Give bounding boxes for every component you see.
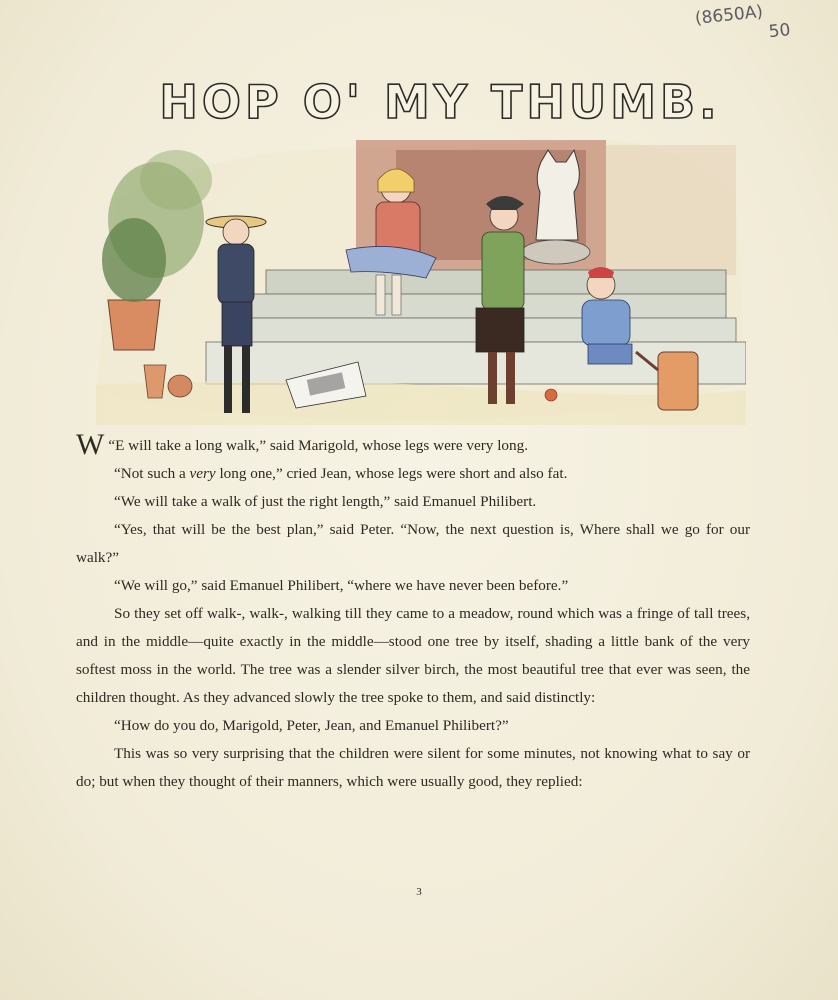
paragraph-text: “Yes, that will be the best plan,” said Peter. “Now, the next question is, Where shall we go for our walk?”: [76, 521, 750, 566]
paragraph-text: This was so very surprising that the children were silent for some minutes, not knowing what to say or do; but when they thought of their manners, which were usually good, they replied:: [76, 745, 750, 790]
handwritten-annotation: [694, 0, 792, 51]
annotation-page-count: 50: [768, 20, 792, 43]
page-number: 3: [416, 886, 422, 898]
paragraph-text: “We will take a walk of just the right length,” said Emanuel Philibert.: [114, 493, 537, 510]
chapter-title-lettering: [160, 66, 720, 146]
paragraph-text: “Not such a: [114, 465, 190, 482]
chapter-illustration: [96, 140, 746, 425]
chapter-title-text: HOP O' MY THUMB.: [160, 75, 720, 129]
paragraph: [76, 712, 750, 740]
flower-pot: [108, 300, 160, 350]
annotation-catalog-number: (8650A): [694, 1, 765, 29]
chapter-title: [160, 66, 720, 146]
paragraph-text: “We will go,” said Emanuel Philibert, “where we have never been before.”: [114, 577, 569, 594]
paragraph: [76, 740, 750, 796]
paragraph-text: E will take a long walk,” said Marigold, whose legs were very long.: [115, 437, 528, 454]
paragraph: [76, 460, 750, 488]
story-text: [76, 428, 750, 796]
watering-can: [658, 352, 698, 410]
seated-boy: [582, 300, 630, 346]
drop-cap: W: [76, 428, 105, 461]
sailor-boy: [218, 244, 254, 304]
paragraph: [76, 488, 750, 516]
ball: [545, 389, 557, 401]
paragraph: [76, 516, 750, 572]
dog-figure: [536, 150, 579, 240]
standing-boy: [482, 232, 524, 310]
paragraph: [76, 428, 750, 461]
paragraph-text: So they set off walk-, walk-, walking till they came to a meadow, round which was a fringe of tall trees, and in the middle—quite exactly in the middle—stood one tree by itself, shading a little bank of the very softest moss in the world. The tree was a slender silver birch, the most beautiful tree that ever was seen, the children thought. As they advanced slowly the tree spoke to them, and said distinctly:: [76, 605, 750, 706]
paragraph-text: “How do you do, Marigold, Peter, Jean, and Emanuel Philibert?”: [114, 717, 509, 734]
opening-quote: “: [108, 437, 116, 454]
paragraph: [76, 572, 750, 600]
paragraph-text: long one,” cried Jean, whose legs were short and also fat.: [215, 465, 568, 482]
emphasis-text: very: [189, 465, 216, 482]
paragraph: [76, 600, 750, 712]
